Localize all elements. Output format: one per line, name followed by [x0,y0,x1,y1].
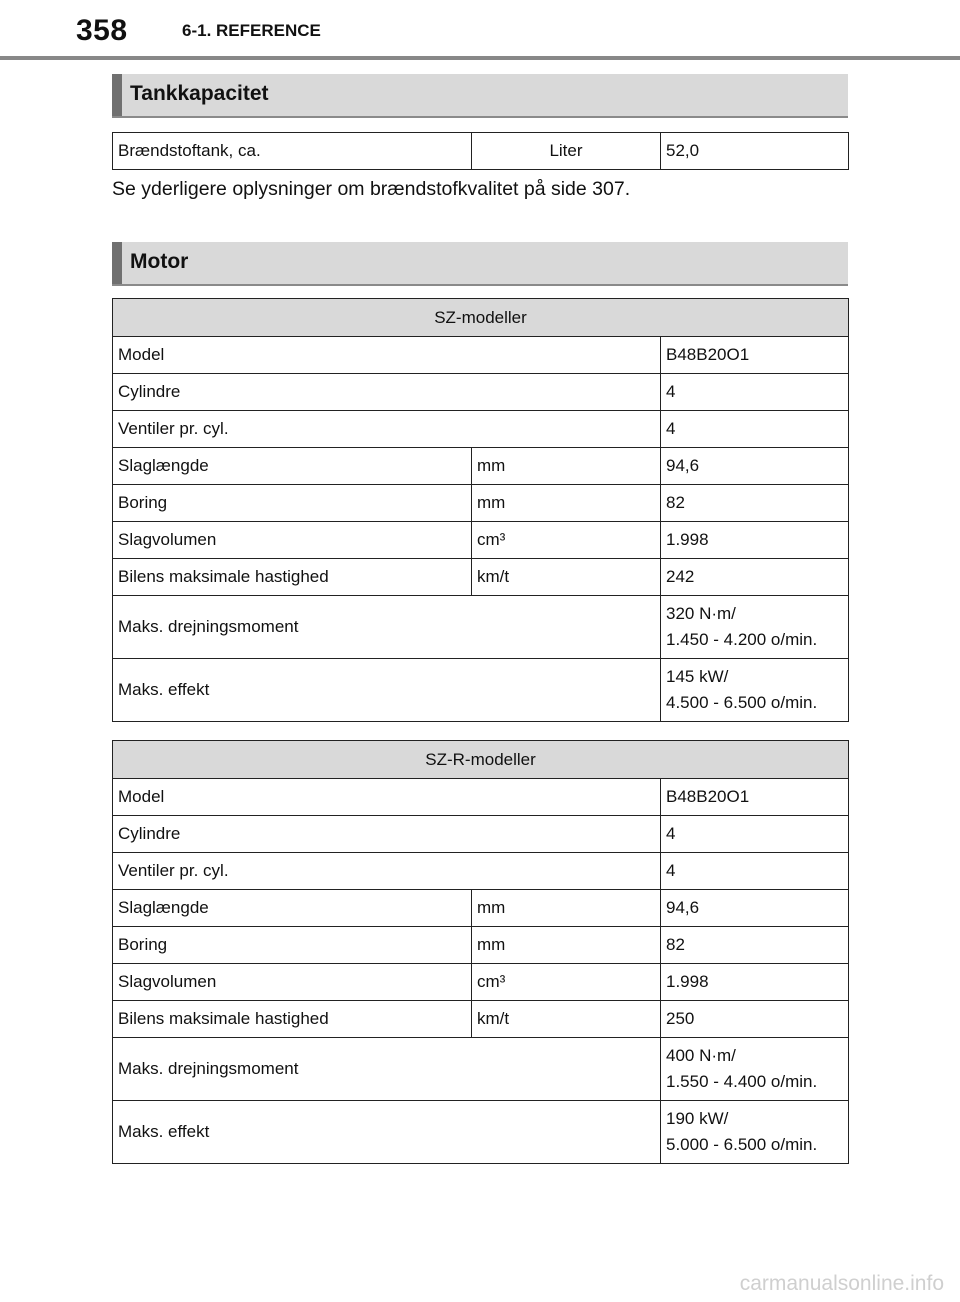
row-label: Slagvolumen [113,964,472,1001]
chapter-title: 6-1. REFERENCE [182,21,321,40]
section-heading-bar [112,74,122,116]
table-group-header-row [113,299,849,337]
row-value: 82 [661,927,849,964]
table-row [113,1038,849,1101]
row-value-line: 145 kW/ [666,667,729,686]
table-row [113,779,849,816]
header-rule [0,56,960,60]
table-row [113,1101,849,1164]
row-value: 1.998 [661,522,849,559]
row-unit: km/t [472,1001,661,1038]
table-row [113,927,849,964]
row-unit: km/t [472,559,661,596]
row-value: 242 [661,559,849,596]
row-label: Model [113,779,661,816]
table-row [113,659,849,722]
row-label: Ventiler pr. cyl. [113,411,661,448]
table-row [113,596,849,659]
row-value: 250 [661,1001,849,1038]
row-value [661,659,849,722]
section-heading-motor [112,242,848,286]
row-label: Boring [113,927,472,964]
row-label: Cylindre [113,816,661,853]
row-label: Model [113,337,661,374]
row-unit: cm³ [472,522,661,559]
row-value-line: 1.450 - 4.200 o/min. [666,630,818,649]
row-label: Cylindre [113,374,661,411]
row-label: Ventiler pr. cyl. [113,853,661,890]
row-value-line: 1.550 - 4.400 o/min. [666,1072,818,1091]
section-title-motor: Motor [130,250,189,273]
row-value: 52,0 [661,133,849,170]
row-value-line: 320 N·m/ [666,604,736,623]
row-label: Slaglængde [113,448,472,485]
table-row [113,485,849,522]
table-group-header-row [113,741,849,779]
row-label: Maks. drejningsmoment [113,596,661,659]
page-number: 358 [76,14,128,47]
tank-table [112,132,849,170]
row-label: Slagvolumen [113,522,472,559]
row-unit: mm [472,890,661,927]
row-label: Brændstoftank, ca. [113,133,472,170]
row-value [661,596,849,659]
row-value [661,1101,849,1164]
table-group-heading: SZ-R-modeller [113,741,849,779]
sz-models-table [112,298,849,722]
row-label: Bilens maksimale hastighed [113,1001,472,1038]
row-value: 4 [661,816,849,853]
fuel-quality-note: Se yderligere oplysninger om brændstofkvalitet på side 307. [112,178,631,200]
table-row [113,1001,849,1038]
row-value: B48B20O1 [661,779,849,816]
table-row [113,559,849,596]
row-value: 4 [661,411,849,448]
table-row [113,374,849,411]
row-label: Maks. effekt [113,659,661,722]
table-row [113,522,849,559]
row-unit: mm [472,927,661,964]
row-label: Maks. drejningsmoment [113,1038,661,1101]
row-value: B48B20O1 [661,337,849,374]
watermark: carmanualsonline.info [739,1272,944,1295]
row-value-line: 5.000 - 6.500 o/min. [666,1135,818,1154]
row-label: Slaglængde [113,890,472,927]
table-row [113,853,849,890]
row-value [661,1038,849,1101]
section-heading-tank [112,74,848,118]
row-value: 94,6 [661,448,849,485]
row-value: 4 [661,374,849,411]
row-value: 82 [661,485,849,522]
row-value: 4 [661,853,849,890]
row-value-line: 4.500 - 6.500 o/min. [666,693,818,712]
row-label: Bilens maksimale hastighed [113,559,472,596]
row-label: Maks. effekt [113,1101,661,1164]
row-value-line: 190 kW/ [666,1109,729,1128]
row-unit: Liter [472,133,661,170]
section-title-tank: Tankkapacitet [130,82,269,105]
row-unit: mm [472,485,661,522]
row-value-line: 400 N·m/ [666,1046,736,1065]
table-row [113,411,849,448]
row-unit: mm [472,448,661,485]
table-row [113,816,849,853]
szr-models-table [112,740,849,1164]
row-value: 1.998 [661,964,849,1001]
table-group-heading: SZ-modeller [113,299,849,337]
row-label: Boring [113,485,472,522]
table-row [113,337,849,374]
section-heading-bar [112,242,122,284]
table-row [113,448,849,485]
table-row [113,890,849,927]
row-value: 94,6 [661,890,849,927]
row-unit: cm³ [472,964,661,1001]
table-row [113,133,849,170]
table-row [113,964,849,1001]
